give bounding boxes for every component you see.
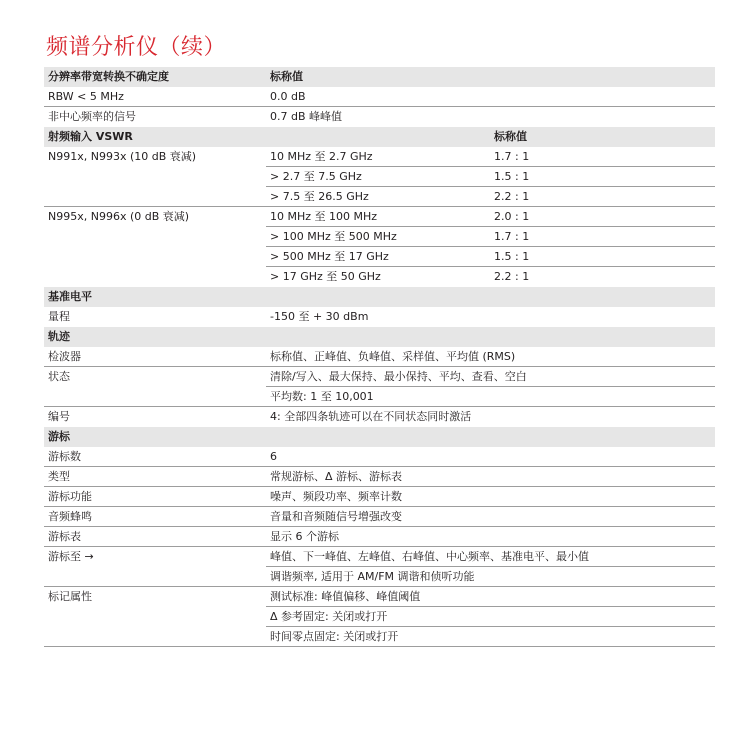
- table-row: [44, 447, 715, 467]
- table-row: [44, 627, 715, 647]
- table-row: [44, 507, 715, 527]
- row-label: 量程: [48, 310, 70, 323]
- table-row: [44, 347, 715, 367]
- table-row: [44, 87, 715, 107]
- row-label: 分辨率带宽转换不确定度: [48, 70, 169, 83]
- row-value: 峰值、下一峰值、左峰值、右峰值、中心频率、基准电平、最小值: [270, 550, 589, 563]
- section-header-row: [44, 127, 715, 147]
- row-nominal: 2.0 : 1: [494, 210, 530, 223]
- row-value: > 7.5 至 26.5 GHz: [270, 190, 369, 203]
- row-value: -150 至 + 30 dBm: [270, 310, 369, 323]
- table-row: [44, 307, 715, 327]
- table-row: [44, 387, 715, 407]
- row-value: 标称值、正峰值、负峰值、采样值、平均值 (RMS): [270, 350, 516, 363]
- spec-table: [44, 67, 715, 647]
- row-label: 游标至 →: [48, 550, 94, 563]
- section-header-row: [44, 67, 715, 87]
- table-row: [44, 187, 715, 207]
- table-row: [44, 247, 715, 267]
- row-label: 游标功能: [48, 490, 92, 503]
- row-nominal: 1.7 : 1: [494, 230, 530, 243]
- page-title: 频谱分析仪（续）: [46, 35, 227, 60]
- row-value: 噪声、频段功率、频率计数: [270, 490, 402, 503]
- row-label: 编号: [48, 410, 70, 423]
- row-divider: [44, 646, 715, 647]
- table-row: [44, 227, 715, 247]
- section-header-row: [44, 287, 715, 307]
- row-nominal: 标称值: [494, 130, 527, 143]
- row-value: 音量和音频随信号增强改变: [270, 510, 402, 523]
- row-nominal: 1.7 : 1: [494, 150, 530, 163]
- row-label: RBW < 5 MHz: [48, 90, 124, 103]
- row-value: 显示 6 个游标: [270, 530, 339, 543]
- row-value: Δ 参考固定: 关闭或打开: [270, 610, 388, 623]
- table-row: [44, 107, 715, 127]
- row-value: 清除/写入、最大保持、最小保持、平均、查看、空白: [270, 370, 527, 383]
- row-label: 音频蜂鸣: [48, 510, 92, 523]
- row-value: 测试标准: 峰值偏移、峰值阈值: [270, 590, 421, 603]
- table-row: [44, 527, 715, 547]
- row-value: 10 MHz 至 100 MHz: [270, 210, 378, 223]
- table-row: [44, 487, 715, 507]
- row-label: 游标: [48, 430, 70, 443]
- row-nominal: 2.2 : 1: [494, 270, 530, 283]
- row-nominal: 1.5 : 1: [494, 170, 530, 183]
- row-label: 游标表: [48, 530, 81, 543]
- row-value: > 2.7 至 7.5 GHz: [270, 170, 362, 183]
- row-label: 类型: [48, 470, 70, 483]
- table-row: [44, 587, 715, 607]
- row-value: 10 MHz 至 2.7 GHz: [270, 150, 373, 163]
- row-value: 常规游标、Δ 游标、游标表: [270, 470, 403, 483]
- row-value: 时间零点固定: 关闭或打开: [270, 630, 399, 643]
- row-value: 4: 全部四条轨迹可以在不同状态同时激活: [270, 410, 472, 423]
- row-label: 状态: [48, 370, 70, 383]
- table-row: [44, 567, 715, 587]
- table-row: [44, 407, 715, 427]
- row-label: 非中心频率的信号: [48, 110, 136, 123]
- row-value: 调谐频率, 适用于 AM/FM 调谐和侦听功能: [270, 570, 475, 583]
- row-value: > 17 GHz 至 50 GHz: [270, 270, 381, 283]
- row-value: 平均数: 1 至 10,001: [270, 390, 374, 403]
- table-row: [44, 207, 715, 227]
- row-label: 基准电平: [48, 290, 92, 303]
- table-row: [44, 547, 715, 567]
- row-value: 0.7 dB 峰峰值: [270, 110, 343, 123]
- row-value: > 100 MHz 至 500 MHz: [270, 230, 397, 243]
- row-label: 检波器: [48, 350, 81, 363]
- row-value: 标称值: [270, 70, 303, 83]
- table-row: [44, 467, 715, 487]
- row-label: 游标数: [48, 450, 81, 463]
- row-label: 射频输入 VSWR: [48, 130, 133, 143]
- section-header-row: [44, 427, 715, 447]
- row-nominal: 1.5 : 1: [494, 250, 530, 263]
- table-row: [44, 167, 715, 187]
- row-label: N991x, N993x (10 dB 衰减): [48, 150, 197, 163]
- table-row: [44, 607, 715, 627]
- section-header-row: [44, 327, 715, 347]
- row-value: 6: [270, 450, 277, 463]
- row-nominal: 2.2 : 1: [494, 190, 530, 203]
- table-row: [44, 267, 715, 287]
- table-row: [44, 147, 715, 167]
- row-label: 标记属性: [48, 590, 92, 603]
- row-label: 轨迹: [48, 330, 70, 343]
- row-value: 0.0 dB: [270, 90, 306, 103]
- row-value: > 500 MHz 至 17 GHz: [270, 250, 389, 263]
- table-row: [44, 367, 715, 387]
- row-label: N995x, N996x (0 dB 衰减): [48, 210, 190, 223]
